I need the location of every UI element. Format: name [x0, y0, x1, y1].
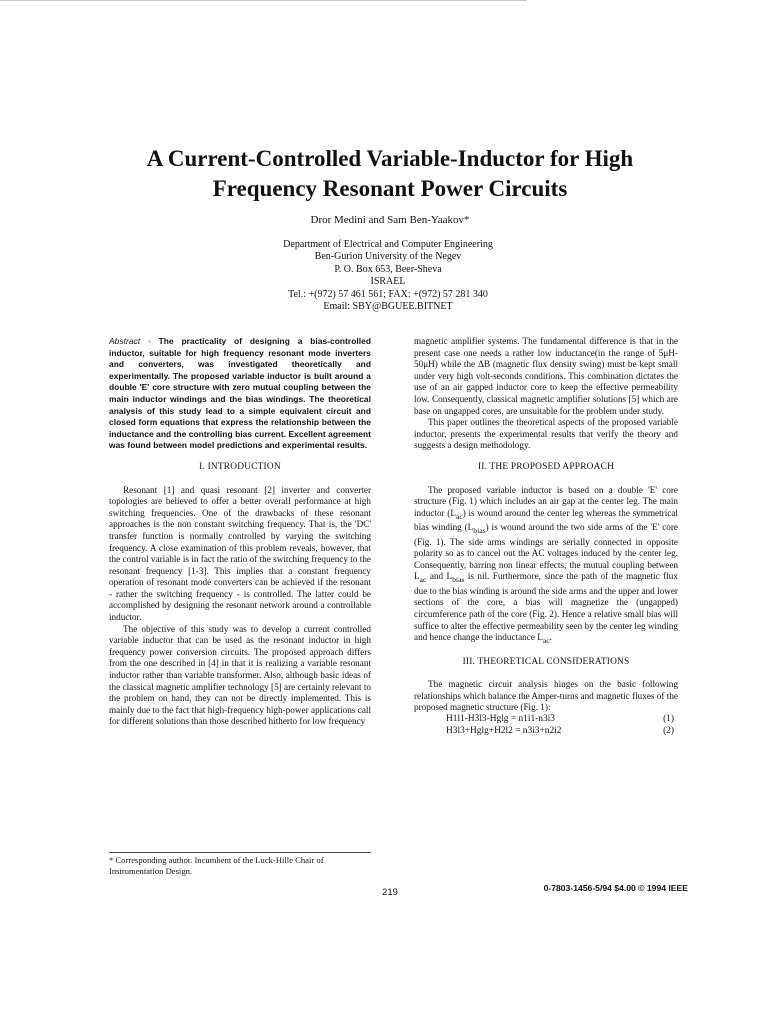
- equation-1-number: (1): [663, 713, 674, 724]
- equation-2-number: (2): [663, 725, 674, 736]
- intro-paragraph-1: Resonant [1] and quasi resonant [2] inverter and converter topologies are believed to offer a better overall performance at high switching frequencies. One of the drawbacks of these resonant approaches is the non constant switching frequency. That is, the 'DC' transfer function is normally controlled by varying the switching frequency. A close examination of this problem reveals, however, that the control variable is in fact the ratio of the switching frequency to the resonant frequency [1-3]. This implies that a constant frequency operation of resonant mode converters can be achieved if the resonant - rather the switching frequency - is controlled. The latter could be accomplished by designing the resonant network around a controllable inductor.: [109, 484, 371, 623]
- author-list: Dror Medini and Sam Ben-Yaakov*: [310, 214, 470, 226]
- footnote-divider: [109, 852, 371, 853]
- right-column: [414, 336, 678, 737]
- left-column: [109, 336, 371, 728]
- subscript-ac: ac: [455, 511, 463, 521]
- approach-text-d: and L: [426, 571, 453, 582]
- affiliation-block: [200, 239, 576, 313]
- approach-text-b: ) is wound around the center leg whereas the symmetrical bias winding (L: [414, 507, 678, 533]
- approach-paragraph: [414, 485, 678, 647]
- footnote: * Corresponding author. Incumbent of the Luck-Hille Chair of Instrumentation Design.: [109, 855, 324, 876]
- scan-edge-line: [0, 0, 527, 1]
- affiliation-phone: Tel.: +(972) 57 461 561; FAX: +(972) 57 281 340: [288, 288, 488, 300]
- page-number: 219: [382, 886, 398, 897]
- theory-paragraph: The magnetic circuit analysis hinges on the basic following relationships which balance the Amper-turns and magnetic fluxes of the proposed magnetic structure (Fig. 1):: [414, 679, 678, 713]
- intro-paragraph-continued: magnetic amplifier systems. The fundamental difference is that in the present case one needs a rather low inductance(in the range of 5μH-50μH) while the ΔB (magnetic flux density swing) must be kept small under very high volt-seconds conditions. This combination dictates the use of an air gapped inductor core to keep the effective permeability low. Consequently, classical magnetic amplifier solutions [5] which are base on ungapped cores, are unsuitable for the problem under study.: [414, 336, 678, 416]
- section-heading-introduction: I. INTRODUCTION: [199, 461, 281, 472]
- abstract-body: The practicality of designing a bias-controlled inductor, suitable for high frequency resonant mode inverters and converters, was investigated theoretically and experimentally. The proposed variable inductor is built around a double 'E' core structure with zero mutual coupling between the main inductor windings and the bias windings. The theoretical analysis of this study lead to a simple equivalent circuit and closed form equations that express the relationship between the inductance and the controlling bias current. Excellent agreement was found between model predictions and experimental results.: [109, 336, 371, 451]
- approach-text-f: .: [549, 632, 552, 643]
- intro-paragraph-3: This paper outlines the theoretical aspects of the proposed variable inductor, presents the experimental results that verify the theory and suggests a design methodology.: [414, 417, 678, 451]
- section-heading-theoretical: III. THEORETICAL CONSIDERATIONS: [462, 656, 630, 667]
- approach-text-e: is nil. Furthermore, since the path of the magnetic flux due to the bias winding is around the side arms and the upper and lower sections of the core, a bias will magnetize the (ungapped) circumference path of the core (Fig. 2). Hence a relative small bias will suffice to alter the effective permeability seen by the center leg winding and hence change the inductance L: [414, 571, 678, 643]
- affiliation-department: Department of Electrical and Computer Engineering: [283, 239, 493, 250]
- section-heading-proposed-approach: II. THE PROPOSED APPROACH: [477, 461, 615, 472]
- abstract: [109, 336, 371, 452]
- approach-text-a: The proposed variable inductor is based on a double 'E' core structure (Fig. 1) which includes an air gap at the center leg. The main inductor (L: [414, 484, 678, 518]
- copyright-notice: 0-7803-1456-5/94 $4.00 © 1994 IEEE: [543, 883, 688, 893]
- subscript-ac: ac: [542, 635, 550, 645]
- title-line-1: A Current-Controlled Variable-Inductor for High: [146, 146, 634, 171]
- affiliation-university: Ben-Gurion University of the Negev: [314, 251, 462, 263]
- equation-2: [414, 726, 678, 738]
- affiliation-email: Email: SBY@BGUEE.BITNET: [323, 301, 453, 313]
- approach-text-c: ) is wound around the two side arms of the 'E' core (Fig. 1). The side arms windings are serially connected in opposite polarity so as to cancel out the AC voltages induced by the center leg. Consequently, barring non linear effects, the mutual coupling between L: [414, 522, 678, 582]
- abstract-lead: Abstract -: [109, 336, 151, 346]
- affiliation-country: ISRAEL: [370, 276, 406, 288]
- subscript-ac: ac: [419, 575, 427, 585]
- equation-1: [414, 714, 678, 726]
- subscript-bias: bias: [452, 575, 465, 585]
- equation-2-text: H3l3+Hglg+H2l2 = n3i3+n2i2: [446, 725, 562, 736]
- title-line-2: Frequency Resonant Power Circuits: [212, 176, 568, 201]
- affiliation-address: P. O. Box 653, Beer-Sheva: [334, 263, 442, 275]
- intro-paragraph-2: The objective of this study was to develop a current controlled variable inductor that can be used as the resonant inductor in high frequency power conversion circuits. The proposed approach differs from the one described in [4] in that it is realizing a variable resonant inductor rather than variable transformer. Also, although basic ideas of the classical magnetic amplifier technology [5] are certainly relevant to the problem on hand, they can not be directly implemented. This is mainly due to the fact that high-frequency high-power applications call for different solutions than those described hitherto for low frequency: [109, 623, 371, 727]
- equation-1-text: H1l1-H3l3-Hglg = n1i1-n3i3: [446, 713, 555, 724]
- subscript-bias: bias: [473, 525, 486, 535]
- paper-title: [60, 144, 720, 204]
